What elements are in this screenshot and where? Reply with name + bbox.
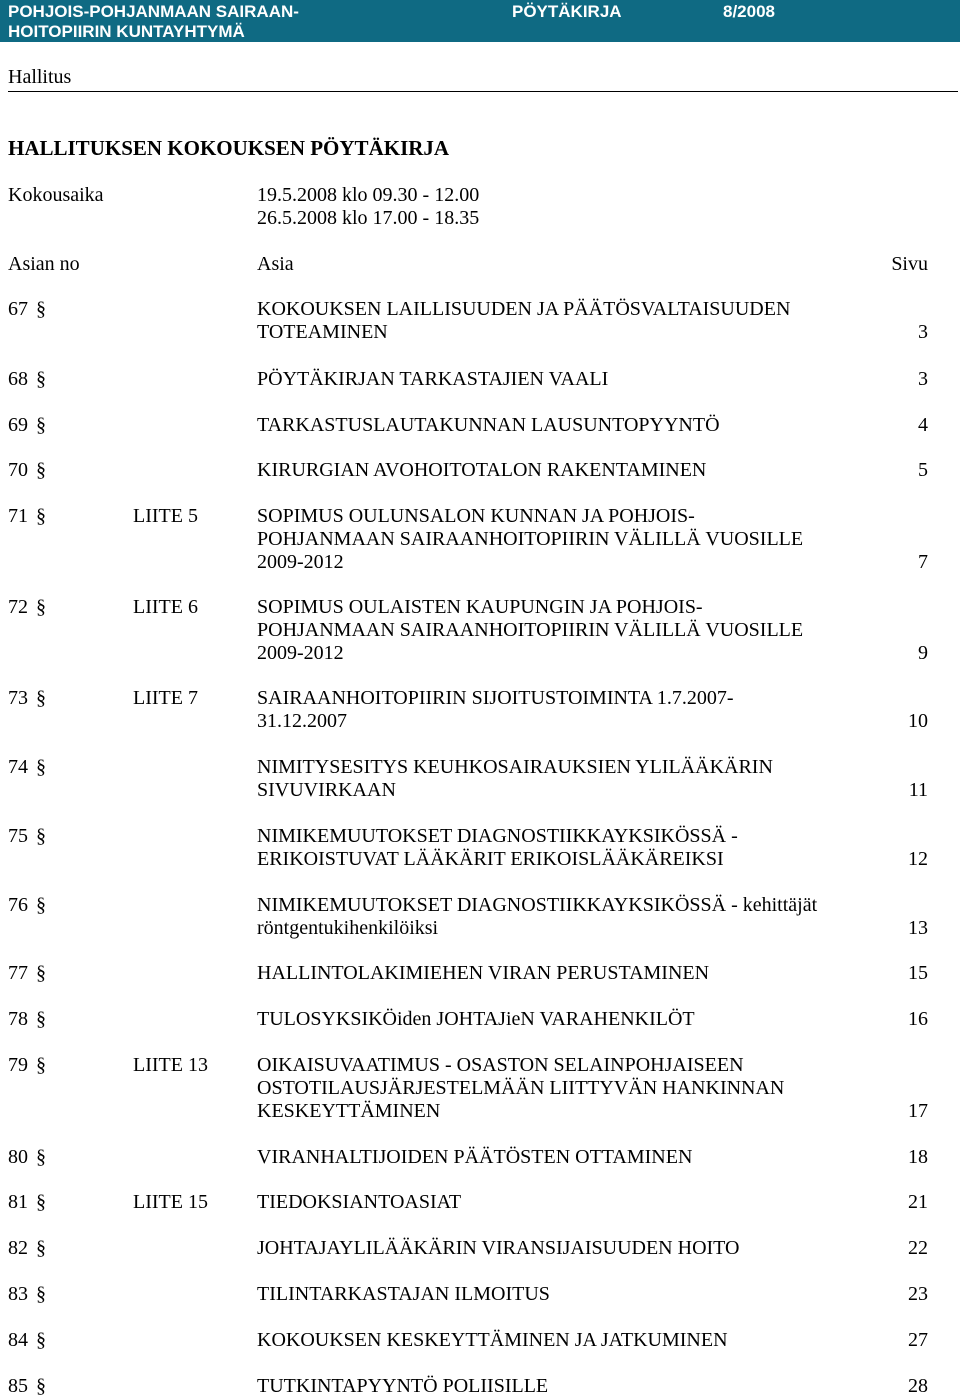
item-page: 10 (908, 710, 928, 732)
item-subject-line: NIMIKEMUUTOKSET DIAGNOSTIIKKAYKSIKÖSSÄ - kehittäjät (257, 894, 818, 916)
item-page: 22 (908, 1237, 928, 1259)
item-number: 81 (8, 1191, 28, 1213)
section-sign-icon: § (36, 414, 46, 436)
item-number: 73 (8, 687, 28, 709)
item-page: 9 (918, 642, 928, 664)
item-number: 72 (8, 596, 28, 618)
organization-name-line1: POHJOIS-POHJANMAAN SAIRAAN- (8, 2, 299, 21)
section-sign-icon: § (36, 1283, 46, 1305)
item-page: 5 (918, 459, 928, 481)
item-subject-line: PÖYTÄKIRJAN TARKASTAJIEN VAALI (257, 368, 609, 390)
item-subject (257, 368, 917, 391)
section-sign-icon: § (36, 596, 46, 618)
section-sign-icon: § (36, 505, 46, 527)
item-page: 13 (908, 917, 928, 939)
item-subject (257, 1008, 917, 1031)
item-subject (257, 505, 917, 574)
item-page: 17 (908, 1100, 928, 1122)
item-attachment: LIITE 7 (133, 687, 198, 709)
meeting-time-2: 26.5.2008 klo 17.00 - 18.35 (257, 207, 480, 229)
section-sign-icon: § (36, 298, 46, 320)
item-subject (257, 596, 917, 665)
item-page: 27 (908, 1329, 928, 1351)
item-subject-line: NIMITYSESITYS KEUHKOSAIRAUKSIEN YLILÄÄKÄRIN (257, 756, 773, 778)
item-number: 68 (8, 368, 28, 390)
item-subject-line: 31.12.2007 (257, 710, 347, 732)
item-subject-line: TARKASTUSLAUTAKUNNAN LAUSUNTOPYYNTÖ (257, 414, 720, 436)
column-header-number: Asian no (8, 253, 80, 275)
item-subject-line: SOPIMUS OULAISTEN KAUPUNGIN JA POHJOIS- (257, 596, 703, 618)
item-subject-line: ERIKOISTUVAT LÄÄKÄRIT ERIKOISLÄÄKÄREIKSI (257, 848, 724, 870)
organization-name-line2: HOITOPIIRIN KUNTAYHTYMÄ (8, 22, 245, 41)
section-sign-icon: § (36, 1191, 46, 1213)
document-number: 8/2008 (723, 2, 775, 21)
item-number: 80 (8, 1146, 28, 1168)
item-page: 3 (918, 321, 928, 343)
section-sign-icon: § (36, 687, 46, 709)
item-page: 16 (908, 1008, 928, 1030)
section-sign-icon: § (36, 1054, 46, 1076)
item-subject-line: POHJANMAAN SAIRAANHOITOPIIRIN VÄLILLÄ VUOSILLE (257, 528, 804, 550)
meeting-time-1: 19.5.2008 klo 09.30 - 12.00 (257, 184, 480, 206)
item-subject-line: 2009-2012 (257, 551, 344, 573)
item-subject-line: SIVUVIRKAAN (257, 779, 396, 801)
section-sign-icon: § (36, 1375, 46, 1397)
item-number: 69 (8, 414, 28, 436)
item-subject-line: TILINTARKASTAJAN ILMOITUS (257, 1283, 550, 1305)
page-title: HALLITUKSEN KOKOUKSEN PÖYTÄKIRJA (8, 136, 450, 160)
section-sign-icon: § (36, 825, 46, 847)
item-number: 78 (8, 1008, 28, 1030)
item-number: 70 (8, 459, 28, 481)
item-number: 84 (8, 1329, 28, 1351)
item-subject-line: KOKOUKSEN KESKEYTTÄMINEN JA JATKUMINEN (257, 1329, 728, 1351)
item-page: 11 (908, 779, 928, 801)
item-number: 83 (8, 1283, 28, 1305)
item-number: 71 (8, 505, 28, 527)
item-subject (257, 1283, 917, 1306)
item-subject-line: TULOSYKSIKÖiden JOHTAJieN VARAHENKILÖT (257, 1008, 695, 1030)
item-page: 3 (918, 368, 928, 390)
section-sign-icon: § (36, 1146, 46, 1168)
item-subject-line: OSTOTILAUSJÄRJESTELMÄÄN LIITTYVÄN HANKINNAN (257, 1077, 785, 1099)
item-subject-line: TOTEAMINEN (257, 321, 388, 343)
document-type: PÖYTÄKIRJA (512, 2, 622, 21)
section-sign-icon: § (36, 368, 46, 390)
item-subject-line: HALLINTOLAKIMIEHEN VIRAN PERUSTAMINEN (257, 962, 710, 984)
section-sign-icon: § (36, 1329, 46, 1351)
item-number: 75 (8, 825, 28, 847)
item-subject-line: SOPIMUS OULUNSALON KUNNAN JA POHJOIS- (257, 505, 695, 527)
item-number: 82 (8, 1237, 28, 1259)
item-subject-line: NIMIKEMUUTOKSET DIAGNOSTIIKKAYKSIKÖSSÄ - (257, 825, 738, 847)
item-page: 28 (908, 1375, 928, 1397)
item-subject-line: TIEDOKSIANTOASIAT (257, 1191, 462, 1213)
item-subject (257, 1146, 917, 1169)
item-page: 7 (918, 551, 928, 573)
item-subject-line: KOKOUKSEN LAILLISUUDEN JA PÄÄTÖSVALTAISUUDEN (257, 298, 791, 320)
item-page: 4 (918, 414, 928, 436)
meeting-time-label: Kokousaika (8, 184, 104, 206)
item-page: 23 (908, 1283, 928, 1305)
item-attachment: LIITE 6 (133, 596, 198, 618)
item-attachment: LIITE 15 (133, 1191, 208, 1213)
item-number: 76 (8, 894, 28, 916)
section-sign-icon: § (36, 962, 46, 984)
item-subject-line: VIRANHALTIJOIDEN PÄÄTÖSTEN OTTAMINEN (257, 1146, 693, 1168)
item-subject (257, 962, 917, 985)
item-subject (257, 687, 917, 733)
item-subject (257, 1054, 917, 1123)
item-subject-line: KIRURGIAN AVOHOITOTALON RAKENTAMINEN (257, 459, 707, 481)
column-header-subject: Asia (257, 253, 294, 275)
column-header-page: Sivu (891, 253, 928, 275)
item-subject (257, 1191, 917, 1214)
item-page: 18 (908, 1146, 928, 1168)
item-page: 12 (908, 848, 928, 870)
item-number: 67 (8, 298, 28, 320)
item-subject-line: JOHTAJAYLILÄÄKÄRIN VIRANSIJAISUUDEN HOITO (257, 1237, 740, 1259)
section-sign-icon: § (36, 756, 46, 778)
item-subject-line: röntgentukihenkilöiksi (257, 917, 439, 939)
item-page: 21 (908, 1191, 928, 1213)
item-page: 15 (908, 962, 928, 984)
item-subject-line: KESKEYTTÄMINEN (257, 1100, 441, 1122)
item-subject (257, 298, 917, 344)
item-attachment: LIITE 13 (133, 1054, 208, 1076)
item-subject (257, 459, 917, 482)
item-subject (257, 825, 917, 871)
item-attachment: LIITE 5 (133, 505, 198, 527)
item-subject (257, 1237, 917, 1260)
item-subject-line: POHJANMAAN SAIRAANHOITOPIIRIN VÄLILLÄ VUOSILLE (257, 619, 804, 641)
header-divider (8, 91, 958, 92)
item-number: 79 (8, 1054, 28, 1076)
item-subject (257, 756, 917, 802)
item-subject-line: SAIRAANHOITOPIIRIN SIJOITUSTOIMINTA 1.7.2007- (257, 687, 734, 709)
item-subject-line: TUTKINTAPYYNTÖ POLIISILLE (257, 1375, 549, 1397)
section-sign-icon: § (36, 1008, 46, 1030)
section-sign-icon: § (36, 894, 46, 916)
item-subject-line: OIKAISUVAATIMUS - OSASTON SELAINPOHJAISEEN (257, 1054, 744, 1076)
section-sign-icon: § (36, 459, 46, 481)
item-number: 74 (8, 756, 28, 778)
section-sign-icon: § (36, 1237, 46, 1259)
item-number: 85 (8, 1375, 28, 1397)
body-name: Hallitus (8, 66, 72, 88)
item-subject (257, 1375, 917, 1398)
item-number: 77 (8, 962, 28, 984)
item-subject (257, 1329, 917, 1352)
item-subject-line: 2009-2012 (257, 642, 344, 664)
item-subject (257, 414, 917, 437)
item-subject (257, 894, 917, 940)
